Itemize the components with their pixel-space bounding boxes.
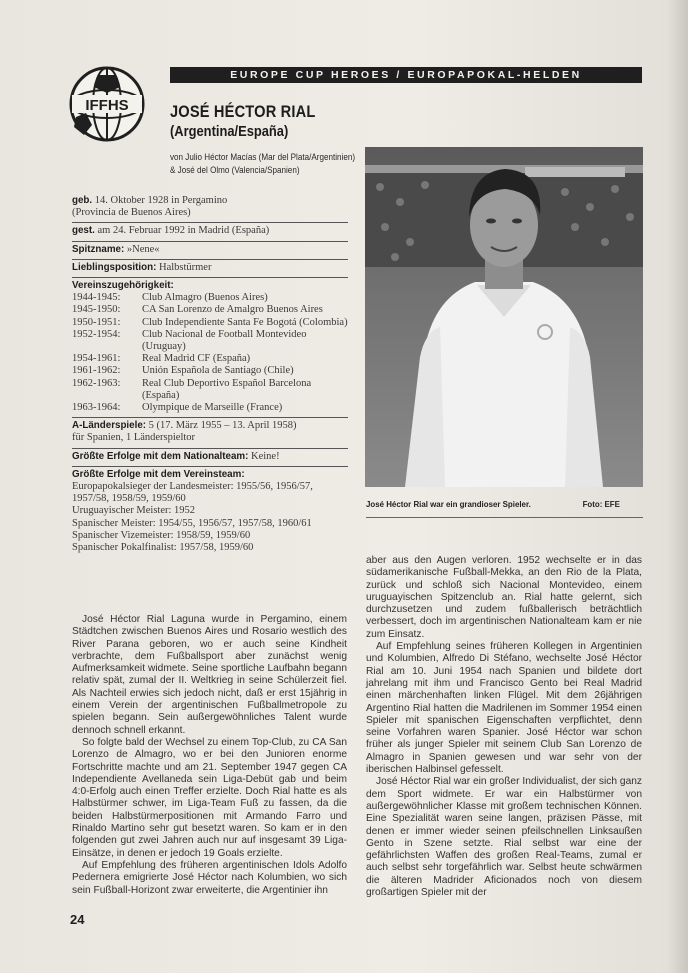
fact-label: geb. — [72, 195, 93, 206]
club-years: 1963-1964: — [72, 402, 121, 414]
fact-value: für Spanien, 1 Länderspieltor — [72, 432, 196, 444]
club-years: 1945-1950: — [72, 304, 121, 316]
club-row — [72, 317, 348, 329]
club-row — [72, 292, 348, 304]
success-line: Europapokalsieger der Landesmeister: 1955/56, 1956/57, 1957/58, 1958/59, 1959/60 — [72, 481, 313, 505]
fact-clubs — [72, 278, 348, 418]
photo-credit: Foto: EFE — [582, 499, 620, 509]
caption-text: José Héctor Rial war ein grandioser Spieler. — [366, 499, 531, 509]
club-name: Olympique de Marseille (France) — [142, 402, 283, 414]
club-row — [72, 329, 348, 353]
series-banner: EUROPE CUP HEROES / EUROPAPOKAL-HELDEN — [170, 67, 642, 83]
fact-label: Lieblingsposition: — [72, 261, 157, 273]
club-years: 1962-1963: — [72, 377, 121, 389]
paragraph: aber aus den Augen verloren. 1952 wechselte er in das südamerikanische Fußball-Mekka, an den Rio de la Plata, zurück und schloß sich Nacional Montevideo, einem uruguayischen Spitzenclub an. Rial hatte gelernt, sich durchzusetzen und zudem fußballerisch beträchtlich verbessert, doch im argentinischen Nationalteam kam er nie zum Einsatz. — [366, 555, 642, 640]
club-name: Real Club Deportivo Español Barcelona (España) — [142, 377, 312, 401]
fact-sheet — [72, 193, 348, 557]
player-name: JOSÉ HÉCTOR RIAL — [170, 102, 316, 121]
paragraph: So folgte bald der Wechsel zu einem Top-Club, zu CA San Lorenzo de Almagro, wo er bei den Junioren enorme Fortschritte machte und am 21. September 1947 gegen CA Independiente Avellaneda sein Liga-Debüt gab und beim 4:0-Erfolg auch einen Treffer erzielte. Doch Rial hatte es als Halbstürmer schwer, im Liga-Team Fuß zu fassen, da die beiden Halbstürmerpositionen mit Armando Farro und Rinaldo Martino sehr gut besetzt waren. So kam er in den folgenden gut zwei Jahren auch nur auf insgesamt 39 Liga-Einsätze, in denen er jedoch 19 Goals erzielte. — [72, 736, 347, 859]
player-country: (Argentina/España) — [170, 123, 289, 140]
author-line: & José del Olmo (Valencia/Spanien) — [170, 165, 300, 175]
fact-caps — [72, 418, 348, 448]
fact-label: Spitzname: — [72, 243, 125, 255]
fact-born — [72, 193, 348, 223]
club-years: 1950-1951: — [72, 316, 121, 328]
fact-value: »Nene« — [126, 243, 160, 255]
club-row — [72, 304, 348, 316]
fact-label: A-Länderspiele: — [72, 420, 147, 432]
fact-label: Größte Erfolge mit dem Vereinsteam: — [72, 468, 245, 480]
author-line: von Julio Héctor Macías (Mar del Plata/Argentinien) — [170, 152, 356, 162]
fact-position — [72, 260, 348, 278]
club-name: CA San Lorenzo de Amalgro Buenos Aires — [142, 304, 323, 316]
club-years: 1961-1962: — [72, 365, 121, 377]
fact-national-success — [72, 449, 348, 467]
fact-nickname — [72, 242, 348, 260]
fact-value: am 24. Februar 1992 in Madrid (España) — [97, 225, 270, 237]
player-photo — [365, 147, 643, 487]
fact-value: 14. Oktober 1928 in Pergamino — [94, 195, 228, 206]
club-years: 1944-1945: — [72, 292, 121, 304]
fact-died — [72, 223, 348, 241]
fact-value: Keine! — [251, 450, 280, 462]
iffhs-logo — [68, 65, 146, 143]
club-row — [72, 353, 348, 365]
player-portrait-image — [365, 147, 643, 487]
club-name: Club Almagro (Buenos Aires) — [142, 292, 268, 304]
paragraph: José Héctor Rial war ein großer Individualist, der sich ganz dem Sport widmete. Er war ein Halbstürmer von außergewöhnlicher Klasse mit großem technischen Können. Eine Spezialität waren seine langen, präzisen Pässe, mit denen er immer wieder seinen pfeilschnellen Linksaußen Gento in Szene setzte. Rial selbst war eine der gefährlichsten Waffen des großen Real-Teams, zumal er auch selbst sehr torgefährlich war. Selbst heute schwärmen die älteren Madrider Aficionados noch von diesem großartigen Spieler mit der — [366, 776, 642, 899]
fact-value: Halbstürmer — [158, 261, 212, 273]
paragraph: José Héctor Rial Laguna wurde in Pergamino, einem Städtchen zwischen Buenos Aires und Rosario westlich des River Parana geboren, wo er auch seine Kindheit verbrachte, dem Fußballsport aber zunächst wenig Aufmerksamkeit widmete. Seine sportliche Laufbahn begann relativ spät, zumal der II. Weltkrieg in seine Schülerzeit fiel. Als Nachteil erwies sich jedoch nicht, daß er erst 15jährig in einem Verein der argentinischen Fußballmetropole zu spielen begann. Sein außergewöhnliches Talent wurde dennoch schnell erkannt. — [72, 614, 347, 736]
football-globe-icon — [68, 65, 146, 143]
paragraph: Auf Empfehlung seines früheren Kollegen in Argentinien und Kolumbien, Alfredo Di Stéfano, wechselte José Héctor Rial am 10. Juni 1954 nach Spanien und bildete dort jahrelang mit ihm und Francisco Gento bei Real Madrid einen märchenhaften linken Flügel. Mit dem 26jährigen Argentino Rial hatten die Madrilenen im Sommer 1954 einen Spieler mit spanischen Eigenschaften verpflichtet, denn seine Vorfahren waren Spanier. José Héctor war schon früher als junger Spieler mit seinem Club San Lorenzo de Almagro in Spanien gewesen und war sehr von der iberischen Halbinsel gefesselt. — [366, 641, 642, 776]
club-name: Unión Española de Santiago (Chile) — [142, 365, 294, 377]
fact-label: Vereinszugehörigkeit: — [72, 280, 174, 292]
fact-label: gest. — [72, 225, 95, 237]
success-line: Spanischer Vizemeister: 1958/59, 1959/60 — [72, 529, 251, 541]
club-years: 1952-1954: — [72, 328, 121, 340]
club-name: Club Independiente Santa Fe Bogotá (Colombia) — [142, 316, 348, 328]
caption-divider — [366, 517, 643, 518]
fact-value: 5 (17. März 1955 – 13. April 1958) — [148, 420, 297, 432]
authors — [170, 151, 386, 177]
photo-caption — [366, 499, 620, 509]
article-column-right — [366, 555, 642, 899]
club-row — [72, 378, 348, 402]
article-column-left — [72, 614, 347, 897]
logo-text: IFFHS — [85, 97, 129, 114]
success-line: Spanischer Meister: 1954/55, 1956/57, 1957/58, 1960/61 — [72, 517, 312, 529]
success-line: Uruguayischer Meister: 1952 — [72, 505, 196, 517]
club-row — [72, 365, 348, 377]
page-number: 24 — [70, 912, 85, 927]
club-row — [72, 402, 348, 414]
club-name: Club Nacional de Football Montevideo (Uruguay) — [142, 328, 307, 353]
paragraph: Auf Empfehlung des früheren argentinischen Idols Adolfo Pedernera emigrierte José Héctor nach Kolumbien, wo sich sein Fußball-Horizont zwar erweiterte, die Argentinier ihn — [72, 859, 347, 896]
fact-label: Größte Erfolge mit dem Nationalteam: — [72, 450, 249, 462]
club-name: Real Madrid CF (España) — [142, 353, 251, 365]
fact-club-success — [72, 467, 348, 557]
club-years: 1954-1961: — [72, 353, 121, 365]
fact-value: (Provincia de Buenos Aires) — [72, 207, 191, 219]
success-line: Spanischer Pokalfinalist: 1957/58, 1959/60 — [72, 542, 254, 554]
